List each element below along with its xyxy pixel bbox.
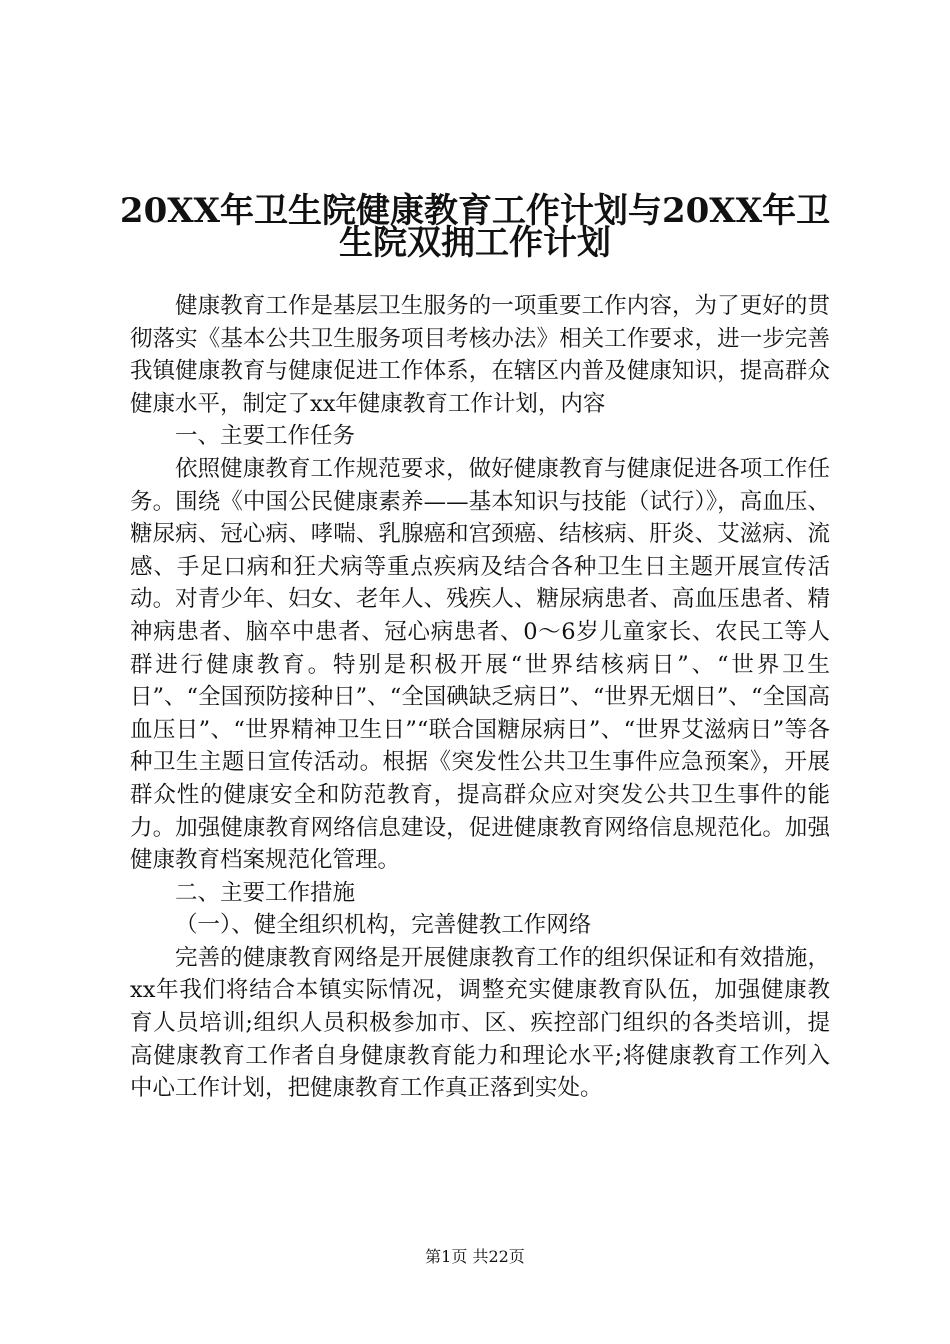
section2-sub1-paragraph: 完善的健康教育网络是开展健康教育工作的组织保证和有效措施，xx年我们将结合本镇实际情况，调整充实健康教育队伍，加强健康教育人员培训;组织人员积极参加市、区、疾控部门组织的各类培训，提高健康教育工作者自身健康教育能力和理论水平;将健康教育工作列入中心工作计划，把健康教育工作真正落到实处。 [130,944,830,1102]
section1-heading: 一、主要工作任务 [175,423,356,450]
section2-subheading-1: （一）、健全组织机构，完善健教工作网络 [175,912,592,939]
document-title-line2: 生院双拥工作计划 [339,223,611,263]
section1-paragraph: 依照健康教育工作规范要求，做好健康教育与健康促进各项工作任务。围绕《中国公民健康素养——基本知识与技能（试行）》，高血压、糖尿病、冠心病、哮喘、乳腺癌和宫颈癌、结核病、肝炎、艾滋病、流感、手足口病和狂犬病等重点疾病及结合各种卫生日主题开展宣传活动。对青少年、妇女、老年人、残疾人、糖尿病患者、高血压患者、精神病患者、脑卒中患者、冠心病患者、0～6岁儿童家长、农民工等人群进行健康教育。特别是积极开展“世界结核病日”、“世界卫生日”、“全国预防接种日”、“全国碘缺乏病日”、“世界无烟日”、“全国高血压日”、“世界精神卫生日”“联合国糖尿病日”、“世界艾滋病日”等各种卫生主题日宣传活动。根据《突发性公共卫生事件应急预案》，开展群众性的健康安全和防范教育，提高群众应对突发公共卫生事件的能力。加强健康教育网络信息建设，促进健康教育网络信息规范化。加强健康教育档案规范化管理。 [130,455,830,874]
intro-paragraph: 健康教育工作是基层卫生服务的一项重要工作内容，为了更好的贯彻落实《基本公共卫生服务项目考核办法》相关工作要求，进一步完善我镇健康教育与健康促进工作体系，在辖区内普及健康知识，提高群众健康水平，制定了xx年健康教育工作计划，内容 [130,293,830,417]
document-body [130,290,830,1105]
section2-heading: 二、主要工作措施 [175,879,356,906]
page-footer: 第1页 共22页 [425,1247,525,1266]
document-title-line1: 20XX年卫生院健康教育工作计划与20XX年卫 [119,191,831,231]
